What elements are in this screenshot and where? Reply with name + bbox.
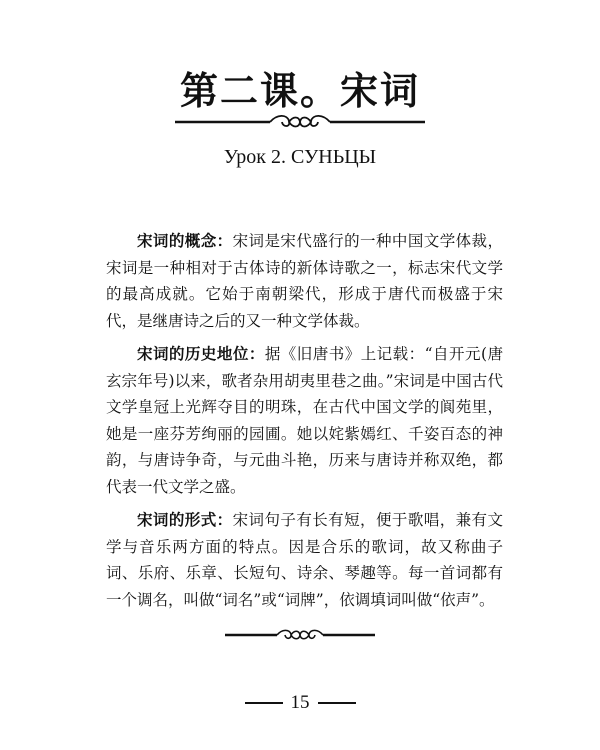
body-text: [106, 228, 503, 620]
paragraph-text: 据《旧唐书》上记载：“自开元(唐玄宗年号)以来，歌者杂用胡夷里巷之曲。”宋词是中国古代文学皇冠上光辉夺目的明珠，在古代中国文学的阆苑里，她是一座芬芳绚丽的园圃。她以姹紫嫣红、千姿百态的神韵，与唐诗争奇，与元曲斗艳，历来与唐诗并称双绝，都代表一代文学之盛。: [106, 345, 503, 496]
page-subtitle: Урок 2. СУНЬЦЫ: [223, 146, 377, 168]
paragraph-concept: [106, 228, 503, 334]
ornament-divider-bottom: [225, 626, 375, 644]
ornament-divider-top: [175, 112, 425, 132]
page-title: 第二课。宋词: [179, 68, 420, 113]
paragraph-term: 宋词的形式：: [137, 510, 233, 529]
paragraph-text: 宋词句子有长有短，便于歌唱，兼有文学与音乐两方面的特点。因是合乐的歌词，故又称曲子词、乐府、乐章、长短句、诗余、琴趣等。每一首词都有一个调名，叫做“词名”或“词牌”，依调填词叫做“依声”。: [106, 511, 503, 609]
footer-rule-right: [318, 702, 356, 704]
paragraph-term: 宋词的概念：: [137, 231, 233, 250]
paragraph-text: 宋词是宋代盛行的一种中国文学体裁，宋词是一种相对于古体诗的新体诗歌之一，标志宋代文学的最高成就。它始于南朝梁代，形成于唐代而极盛于宋代，是继唐诗之后的又一种文学体裁。: [106, 232, 503, 330]
page-footer: [0, 692, 600, 714]
footer-rule-left: [245, 702, 283, 704]
paragraph-history: [106, 341, 503, 500]
page-number: 15: [290, 692, 310, 713]
paragraph-form: [106, 507, 503, 613]
paragraph-term: 宋词的历史地位：: [137, 344, 265, 363]
